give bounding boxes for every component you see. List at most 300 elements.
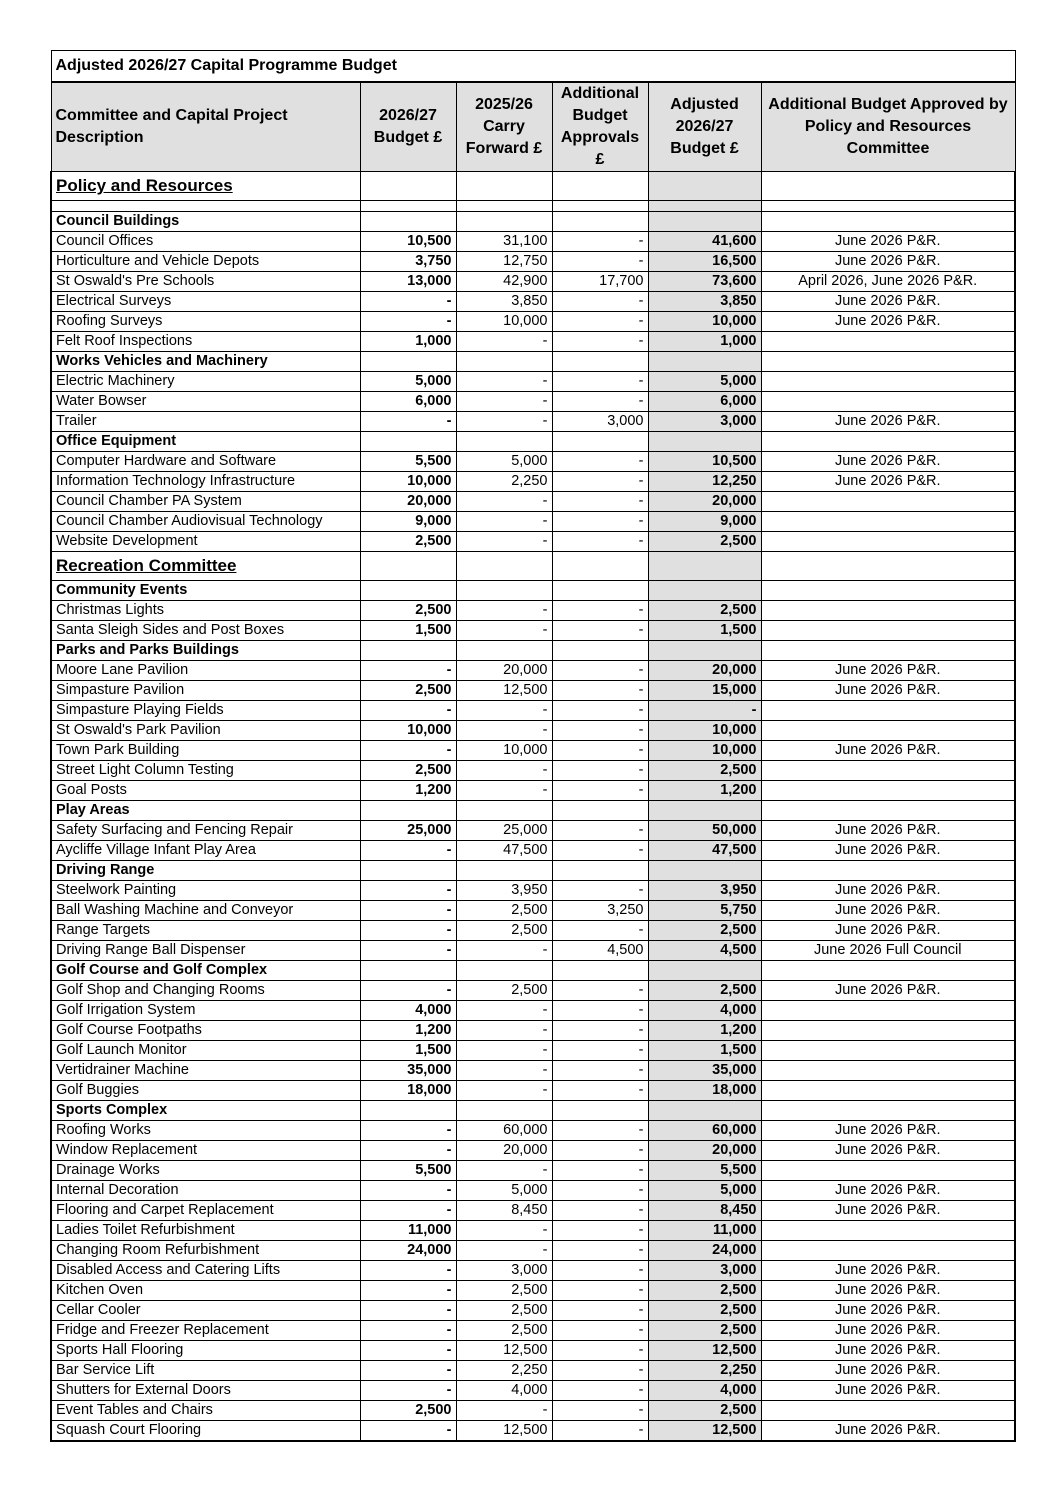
- table-row: [51, 761, 1015, 781]
- table-row: [51, 901, 1015, 921]
- row-carry-forward: [456, 212, 552, 232]
- table-title: Adjusted 2026/27 Capital Programme Budget: [51, 51, 1015, 83]
- row-approved-by: [761, 581, 1015, 601]
- row-budget: -: [360, 312, 456, 332]
- row-additional-approvals: 3,250: [552, 901, 648, 921]
- table-row: [51, 1341, 1015, 1361]
- row-budget: -: [360, 1341, 456, 1361]
- row-adjusted-budget: 12,500: [648, 1421, 761, 1442]
- row-adjusted-budget: 3,950: [648, 881, 761, 901]
- subcategory-row: [51, 801, 1015, 821]
- row-description: Community Events: [51, 581, 360, 601]
- table-row: [51, 1201, 1015, 1221]
- row-budget: -: [360, 841, 456, 861]
- row-adjusted-budget: 1,500: [648, 1041, 761, 1061]
- row-adjusted-budget: 3,000: [648, 1261, 761, 1281]
- row-carry-forward: 3,000: [456, 1261, 552, 1281]
- row-carry-forward: 4,000: [456, 1381, 552, 1401]
- row-approved-by: [761, 701, 1015, 721]
- row-approved-by: June 2026 P&R.: [761, 1181, 1015, 1201]
- table-row: [51, 621, 1015, 641]
- subcategory-row: [51, 212, 1015, 232]
- row-approved-by: [761, 601, 1015, 621]
- table-row: [51, 701, 1015, 721]
- row-approved-by: [761, 172, 1015, 201]
- row-adjusted-budget: 41,600: [648, 232, 761, 252]
- header-budget: 2026/27 Budget £: [360, 82, 456, 172]
- row-additional-approvals: -: [552, 1341, 648, 1361]
- row-description: Town Park Building: [51, 741, 360, 761]
- row-carry-forward: -: [456, 1021, 552, 1041]
- row-adjusted-budget: [648, 641, 761, 661]
- row-approved-by: [761, 1081, 1015, 1101]
- row-budget: 1,500: [360, 1041, 456, 1061]
- row-adjusted-budget: 8,450: [648, 1201, 761, 1221]
- row-carry-forward: -: [456, 1241, 552, 1261]
- row-adjusted-budget: 60,000: [648, 1121, 761, 1141]
- row-adjusted-budget: [648, 552, 761, 581]
- row-budget: 5,500: [360, 452, 456, 472]
- subcategory-row: [51, 432, 1015, 452]
- row-budget: 2,500: [360, 601, 456, 621]
- row-additional-approvals: [552, 861, 648, 881]
- row-description: Flooring and Carpet Replacement: [51, 1201, 360, 1221]
- row-carry-forward: 2,250: [456, 1361, 552, 1381]
- row-description: Recreation Committee: [51, 552, 360, 581]
- row-additional-approvals: [552, 552, 648, 581]
- row-approved-by: June 2026 P&R.: [761, 1361, 1015, 1381]
- row-adjusted-budget: 10,000: [648, 741, 761, 761]
- table-row: [51, 232, 1015, 252]
- row-approved-by: [761, 861, 1015, 881]
- table-row: [51, 941, 1015, 961]
- row-adjusted-budget: 12,500: [648, 1341, 761, 1361]
- row-description: Disabled Access and Catering Lifts: [51, 1261, 360, 1281]
- row-additional-approvals: [552, 432, 648, 452]
- row-approved-by: June 2026 P&R.: [761, 821, 1015, 841]
- row-budget: -: [360, 941, 456, 961]
- row-description: Ball Washing Machine and Conveyor: [51, 901, 360, 921]
- row-carry-forward: 8,450: [456, 1201, 552, 1221]
- table-row: [51, 452, 1015, 472]
- row-budget: -: [360, 701, 456, 721]
- row-carry-forward: -: [456, 512, 552, 532]
- row-budget: -: [360, 1121, 456, 1141]
- row-approved-by: June 2026 P&R.: [761, 881, 1015, 901]
- row-additional-approvals: -: [552, 701, 648, 721]
- row-budget: -: [360, 921, 456, 941]
- row-description: Sports Complex: [51, 1101, 360, 1121]
- subcategory-row: [51, 1101, 1015, 1121]
- row-description: Squash Court Flooring: [51, 1421, 360, 1442]
- row-description: Santa Sleigh Sides and Post Boxes: [51, 621, 360, 641]
- subcategory-row: [51, 861, 1015, 881]
- row-approved-by: June 2026 P&R.: [761, 661, 1015, 681]
- row-approved-by: [761, 1061, 1015, 1081]
- row-adjusted-budget: 18,000: [648, 1081, 761, 1101]
- row-carry-forward: -: [456, 761, 552, 781]
- spacer-cell: [552, 201, 648, 212]
- table-row: [51, 512, 1015, 532]
- row-adjusted-budget: [648, 801, 761, 821]
- table-row: [51, 252, 1015, 272]
- row-additional-approvals: -: [552, 1141, 648, 1161]
- row-budget: -: [360, 1421, 456, 1442]
- table-row: [51, 1401, 1015, 1421]
- row-carry-forward: [456, 861, 552, 881]
- spacer-cell: [761, 201, 1015, 212]
- row-budget: 5,500: [360, 1161, 456, 1181]
- row-approved-by: June 2026 P&R.: [761, 1381, 1015, 1401]
- row-budget: -: [360, 412, 456, 432]
- row-carry-forward: [456, 552, 552, 581]
- row-additional-approvals: -: [552, 1401, 648, 1421]
- row-description: Golf Buggies: [51, 1081, 360, 1101]
- row-additional-approvals: 17,700: [552, 272, 648, 292]
- row-budget: [360, 432, 456, 452]
- row-carry-forward: -: [456, 412, 552, 432]
- row-description: Roofing Works: [51, 1121, 360, 1141]
- row-carry-forward: 5,000: [456, 452, 552, 472]
- row-additional-approvals: -: [552, 1121, 648, 1141]
- row-additional-approvals: -: [552, 1221, 648, 1241]
- spacer-cell: [360, 201, 456, 212]
- row-budget: -: [360, 881, 456, 901]
- row-approved-by: June 2026 P&R.: [761, 981, 1015, 1001]
- row-carry-forward: 12,500: [456, 681, 552, 701]
- row-approved-by: [761, 532, 1015, 552]
- row-adjusted-budget: 24,000: [648, 1241, 761, 1261]
- row-approved-by: June 2026 P&R.: [761, 472, 1015, 492]
- row-adjusted-budget: 1,200: [648, 1021, 761, 1041]
- row-adjusted-budget: 15,000: [648, 681, 761, 701]
- row-additional-approvals: -: [552, 1001, 648, 1021]
- row-additional-approvals: -: [552, 1081, 648, 1101]
- row-additional-approvals: -: [552, 1201, 648, 1221]
- row-additional-approvals: -: [552, 781, 648, 801]
- row-additional-approvals: -: [552, 1281, 648, 1301]
- row-additional-approvals: -: [552, 1301, 648, 1321]
- row-adjusted-budget: [648, 352, 761, 372]
- row-carry-forward: 2,250: [456, 472, 552, 492]
- row-additional-approvals: -: [552, 761, 648, 781]
- row-approved-by: June 2026 P&R.: [761, 232, 1015, 252]
- row-adjusted-budget: 20,000: [648, 492, 761, 512]
- row-approved-by: June 2026 P&R.: [761, 1421, 1015, 1442]
- row-adjusted-budget: 5,500: [648, 1161, 761, 1181]
- row-additional-approvals: [552, 641, 648, 661]
- row-adjusted-budget: 47,500: [648, 841, 761, 861]
- row-adjusted-budget: 1,000: [648, 332, 761, 352]
- row-additional-approvals: -: [552, 1241, 648, 1261]
- row-adjusted-budget: 6,000: [648, 392, 761, 412]
- row-additional-approvals: -: [552, 512, 648, 532]
- row-additional-approvals: -: [552, 1181, 648, 1201]
- row-description: Golf Irrigation System: [51, 1001, 360, 1021]
- row-budget: 2,500: [360, 1401, 456, 1421]
- row-additional-approvals: -: [552, 1261, 648, 1281]
- row-carry-forward: 12,750: [456, 252, 552, 272]
- row-approved-by: June 2026 P&R.: [761, 1341, 1015, 1361]
- row-adjusted-budget: [648, 212, 761, 232]
- table-row: [51, 492, 1015, 512]
- row-adjusted-budget: 5,000: [648, 1181, 761, 1201]
- table-row: [51, 332, 1015, 352]
- row-carry-forward: -: [456, 332, 552, 352]
- row-approved-by: [761, 1401, 1015, 1421]
- row-adjusted-budget: 12,250: [648, 472, 761, 492]
- table-row: [51, 392, 1015, 412]
- row-budget: -: [360, 901, 456, 921]
- row-budget: 4,000: [360, 1001, 456, 1021]
- row-adjusted-budget: 1,200: [648, 781, 761, 801]
- table-row: [51, 272, 1015, 292]
- row-budget: 2,500: [360, 532, 456, 552]
- row-additional-approvals: -: [552, 1061, 648, 1081]
- table-row: [51, 1261, 1015, 1281]
- row-description: Council Chamber PA System: [51, 492, 360, 512]
- table-row: [51, 312, 1015, 332]
- row-budget: [360, 961, 456, 981]
- section-row: [51, 552, 1015, 581]
- row-budget: 6,000: [360, 392, 456, 412]
- row-adjusted-budget: 9,000: [648, 512, 761, 532]
- table-row: [51, 1061, 1015, 1081]
- row-carry-forward: [456, 172, 552, 201]
- row-budget: [360, 641, 456, 661]
- row-adjusted-budget: 11,000: [648, 1221, 761, 1241]
- row-description: Bar Service Lift: [51, 1361, 360, 1381]
- table-row: [51, 1241, 1015, 1261]
- row-budget: 11,000: [360, 1221, 456, 1241]
- row-carry-forward: -: [456, 1221, 552, 1241]
- row-budget: [360, 172, 456, 201]
- row-approved-by: [761, 372, 1015, 392]
- row-additional-approvals: -: [552, 332, 648, 352]
- row-budget: 9,000: [360, 512, 456, 532]
- row-approved-by: [761, 512, 1015, 532]
- table-body: [51, 172, 1015, 1442]
- table-row: [51, 781, 1015, 801]
- row-approved-by: June 2026 P&R.: [761, 1281, 1015, 1301]
- table-row: [51, 1001, 1015, 1021]
- row-budget: [360, 552, 456, 581]
- row-carry-forward: [456, 1101, 552, 1121]
- row-approved-by: June 2026 P&R.: [761, 452, 1015, 472]
- row-description: Parks and Parks Buildings: [51, 641, 360, 661]
- row-budget: -: [360, 1201, 456, 1221]
- row-adjusted-budget: 73,600: [648, 272, 761, 292]
- row-description: Play Areas: [51, 801, 360, 821]
- row-description: Moore Lane Pavilion: [51, 661, 360, 681]
- row-approved-by: June 2026 P&R.: [761, 312, 1015, 332]
- row-description: Electric Machinery: [51, 372, 360, 392]
- row-description: Ladies Toilet Refurbishment: [51, 1221, 360, 1241]
- row-carry-forward: -: [456, 1001, 552, 1021]
- row-description: Computer Hardware and Software: [51, 452, 360, 472]
- row-approved-by: [761, 1161, 1015, 1181]
- row-budget: [360, 861, 456, 881]
- row-carry-forward: 12,500: [456, 1341, 552, 1361]
- row-approved-by: [761, 432, 1015, 452]
- row-adjusted-budget: 3,850: [648, 292, 761, 312]
- row-additional-approvals: -: [552, 661, 648, 681]
- row-description: Fridge and Freezer Replacement: [51, 1321, 360, 1341]
- row-adjusted-budget: 20,000: [648, 661, 761, 681]
- table-row: [51, 981, 1015, 1001]
- row-budget: 2,500: [360, 681, 456, 701]
- row-description: Aycliffe Village Infant Play Area: [51, 841, 360, 861]
- row-budget: 1,200: [360, 781, 456, 801]
- row-description: Council Offices: [51, 232, 360, 252]
- capital-programme-table: [50, 50, 1016, 1442]
- row-approved-by: [761, 332, 1015, 352]
- row-approved-by: [761, 212, 1015, 232]
- row-approved-by: [761, 621, 1015, 641]
- row-budget: 10,500: [360, 232, 456, 252]
- row-description: Office Equipment: [51, 432, 360, 452]
- row-additional-approvals: [552, 172, 648, 201]
- row-description: Kitchen Oven: [51, 1281, 360, 1301]
- row-description: Event Tables and Chairs: [51, 1401, 360, 1421]
- table-row: [51, 821, 1015, 841]
- row-carry-forward: 2,500: [456, 901, 552, 921]
- row-carry-forward: 2,500: [456, 981, 552, 1001]
- row-approved-by: June 2026 P&R.: [761, 921, 1015, 941]
- row-additional-approvals: -: [552, 621, 648, 641]
- row-carry-forward: 60,000: [456, 1121, 552, 1141]
- row-carry-forward: -: [456, 781, 552, 801]
- row-adjusted-budget: 35,000: [648, 1061, 761, 1081]
- row-budget: -: [360, 1141, 456, 1161]
- row-budget: [360, 1101, 456, 1121]
- row-description: Drainage Works: [51, 1161, 360, 1181]
- row-approved-by: April 2026, June 2026 P&R.: [761, 272, 1015, 292]
- row-description: Shutters for External Doors: [51, 1381, 360, 1401]
- row-carry-forward: [456, 641, 552, 661]
- row-budget: [360, 352, 456, 372]
- row-additional-approvals: [552, 212, 648, 232]
- row-approved-by: June 2026 P&R.: [761, 741, 1015, 761]
- row-description: Simpasture Pavilion: [51, 681, 360, 701]
- row-adjusted-budget: 5,750: [648, 901, 761, 921]
- row-adjusted-budget: 10,000: [648, 312, 761, 332]
- row-carry-forward: 20,000: [456, 1141, 552, 1161]
- row-adjusted-budget: 2,250: [648, 1361, 761, 1381]
- row-description: Roofing Surveys: [51, 312, 360, 332]
- row-carry-forward: 5,000: [456, 1181, 552, 1201]
- row-adjusted-budget: [648, 1101, 761, 1121]
- header-carry-forward: 2025/26 Carry Forward £: [456, 82, 552, 172]
- row-approved-by: [761, 641, 1015, 661]
- row-approved-by: June 2026 P&R.: [761, 1201, 1015, 1221]
- row-budget: 5,000: [360, 372, 456, 392]
- row-budget: -: [360, 1361, 456, 1381]
- row-adjusted-budget: 2,500: [648, 981, 761, 1001]
- row-carry-forward: -: [456, 701, 552, 721]
- header-approved-by: Additional Budget Approved by Policy and Resources Committee: [761, 82, 1015, 172]
- row-carry-forward: 12,500: [456, 1421, 552, 1442]
- row-budget: 35,000: [360, 1061, 456, 1081]
- row-additional-approvals: -: [552, 1021, 648, 1041]
- row-additional-approvals: -: [552, 472, 648, 492]
- row-budget: -: [360, 1321, 456, 1341]
- row-carry-forward: 2,500: [456, 1321, 552, 1341]
- row-adjusted-budget: 2,500: [648, 761, 761, 781]
- table-row: [51, 1181, 1015, 1201]
- row-approved-by: [761, 392, 1015, 412]
- row-budget: -: [360, 981, 456, 1001]
- row-additional-approvals: [552, 961, 648, 981]
- row-budget: -: [360, 1301, 456, 1321]
- row-description: Golf Course and Golf Complex: [51, 961, 360, 981]
- row-budget: 24,000: [360, 1241, 456, 1261]
- table-row: [51, 372, 1015, 392]
- row-carry-forward: 3,950: [456, 881, 552, 901]
- row-additional-approvals: -: [552, 1361, 648, 1381]
- row-budget: -: [360, 741, 456, 761]
- row-carry-forward: -: [456, 1081, 552, 1101]
- row-approved-by: June 2026 P&R.: [761, 1141, 1015, 1161]
- row-adjusted-budget: 3,000: [648, 412, 761, 432]
- row-approved-by: June 2026 P&R.: [761, 841, 1015, 861]
- row-carry-forward: 2,500: [456, 1301, 552, 1321]
- row-carry-forward: -: [456, 532, 552, 552]
- row-approved-by: [761, 1041, 1015, 1061]
- row-approved-by: [761, 492, 1015, 512]
- row-carry-forward: [456, 432, 552, 452]
- row-adjusted-budget: 2,500: [648, 921, 761, 941]
- table-row: [51, 881, 1015, 901]
- row-carry-forward: 10,000: [456, 741, 552, 761]
- row-additional-approvals: -: [552, 1041, 648, 1061]
- row-approved-by: [761, 801, 1015, 821]
- row-description: Changing Room Refurbishment: [51, 1241, 360, 1261]
- row-description: Golf Launch Monitor: [51, 1041, 360, 1061]
- row-additional-approvals: -: [552, 721, 648, 741]
- row-approved-by: June 2026 P&R.: [761, 292, 1015, 312]
- table-row: [51, 601, 1015, 621]
- row-adjusted-budget: 2,500: [648, 1301, 761, 1321]
- row-adjusted-budget: 2,500: [648, 601, 761, 621]
- row-carry-forward: -: [456, 1161, 552, 1181]
- table-row: [51, 921, 1015, 941]
- table-row: [51, 1141, 1015, 1161]
- row-additional-approvals: -: [552, 841, 648, 861]
- table-row: [51, 1221, 1015, 1241]
- row-adjusted-budget: [648, 581, 761, 601]
- row-budget: 18,000: [360, 1081, 456, 1101]
- row-approved-by: June 2026 P&R.: [761, 1261, 1015, 1281]
- row-description: Felt Roof Inspections: [51, 332, 360, 352]
- row-approved-by: [761, 1101, 1015, 1121]
- row-budget: 1,200: [360, 1021, 456, 1041]
- row-description: Simpasture Playing Fields: [51, 701, 360, 721]
- table-row: [51, 1281, 1015, 1301]
- row-additional-approvals: -: [552, 392, 648, 412]
- row-description: St Oswald's Park Pavilion: [51, 721, 360, 741]
- table-row: [51, 412, 1015, 432]
- row-carry-forward: -: [456, 621, 552, 641]
- row-additional-approvals: -: [552, 681, 648, 701]
- row-adjusted-budget: 2,500: [648, 1401, 761, 1421]
- row-adjusted-budget: 2,500: [648, 1281, 761, 1301]
- row-adjusted-budget: 1,500: [648, 621, 761, 641]
- row-additional-approvals: -: [552, 741, 648, 761]
- row-additional-approvals: [552, 581, 648, 601]
- subcategory-row: [51, 352, 1015, 372]
- row-adjusted-budget: [648, 432, 761, 452]
